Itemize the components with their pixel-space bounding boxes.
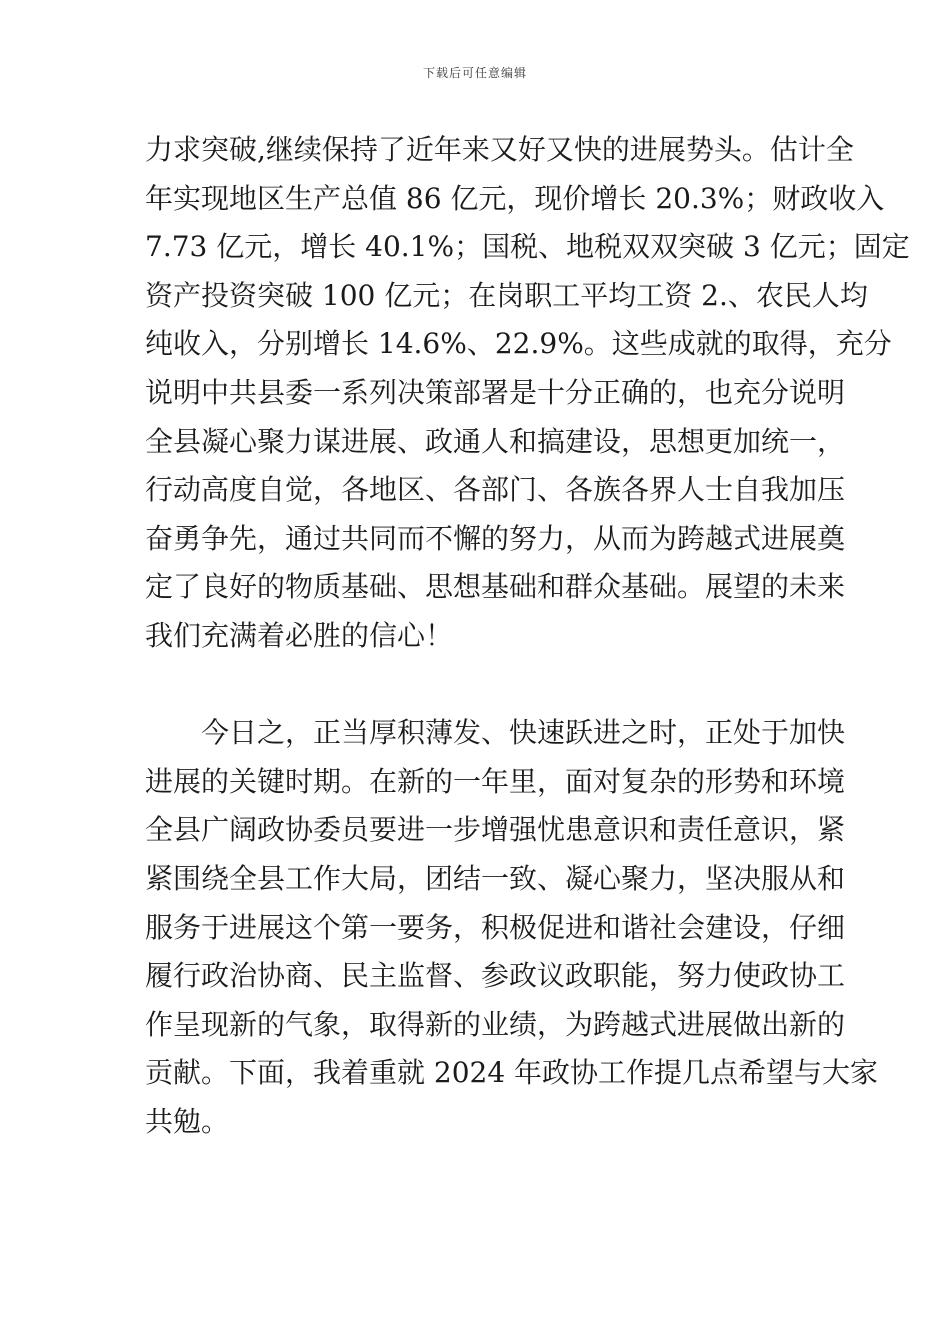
text-line: 全县凝心聚力谋进展、政通人和搞建设，思想更加统一， xyxy=(145,424,846,458)
text-line: 行动高度自觉，各地区、各部门、各族各界人士自我加压 xyxy=(145,473,846,507)
paragraph-gap xyxy=(145,661,815,710)
text-line: 奋勇争先，通过共同而不懈的努力，从而为跨越式进展奠 xyxy=(145,521,846,555)
text-line: 纯收入，分别增长 14.6%、22.9%。这些成就的取得，充分 xyxy=(145,327,892,361)
text-line: 定了良好的物质基础、思想基础和群众基础。展望的未来 xyxy=(145,570,846,604)
text-line: 贡献。下面，我着重就 2024 年政协工作提几点希望与大家 xyxy=(145,1056,879,1090)
text-line: 资产投资突破 100 亿元；在岗职工平均工资 2.、农民人均 xyxy=(145,278,868,312)
text-line: 我们充满着必胜的信心！ xyxy=(145,618,454,652)
page-header-note: 下载后可任意编辑 xyxy=(422,66,527,80)
paragraph-1 xyxy=(145,126,910,661)
text-line: 说明中共县委一系列决策部署是十分正确的，也充分说明 xyxy=(145,375,846,409)
text-line: 全县广阔政协委员要进一步增强忧患意识和责任意识，紧 xyxy=(145,813,846,847)
text-line: 今日之，正当厚积薄发、快速跃进之时，正处于加快 xyxy=(145,716,846,750)
text-line: 年实现地区生产总值 86 亿元，现价增长 20.3%；财政收入 xyxy=(145,181,885,215)
text-line: 紧围绕全县工作大局，团结一致、凝心聚力，坚决服从和 xyxy=(145,861,846,895)
document-body xyxy=(145,126,910,1146)
text-line: 力求突破,继续保持了近年来又好又快的进展势头。估计全 xyxy=(145,133,854,166)
text-line: 共勉。 xyxy=(145,1104,230,1138)
text-line: 履行政治协商、民主监督、参政议政职能，努力使政协工 xyxy=(145,959,846,993)
paragraph-2 xyxy=(145,709,879,1146)
text-line: 7.73 亿元，增长 40.1%；国税、地税双双突破 3 亿元；固定 xyxy=(145,230,910,264)
text-line: 作呈现新的气象，取得新的业绩，为跨越式进展做出新的 xyxy=(145,1007,846,1041)
text-line: 服务于进展这个第一要务，积极促进和谐社会建设，仔细 xyxy=(145,910,846,944)
text-line: 进展的关键时期。在新的一年里，面对复杂的形势和环境 xyxy=(145,764,846,798)
